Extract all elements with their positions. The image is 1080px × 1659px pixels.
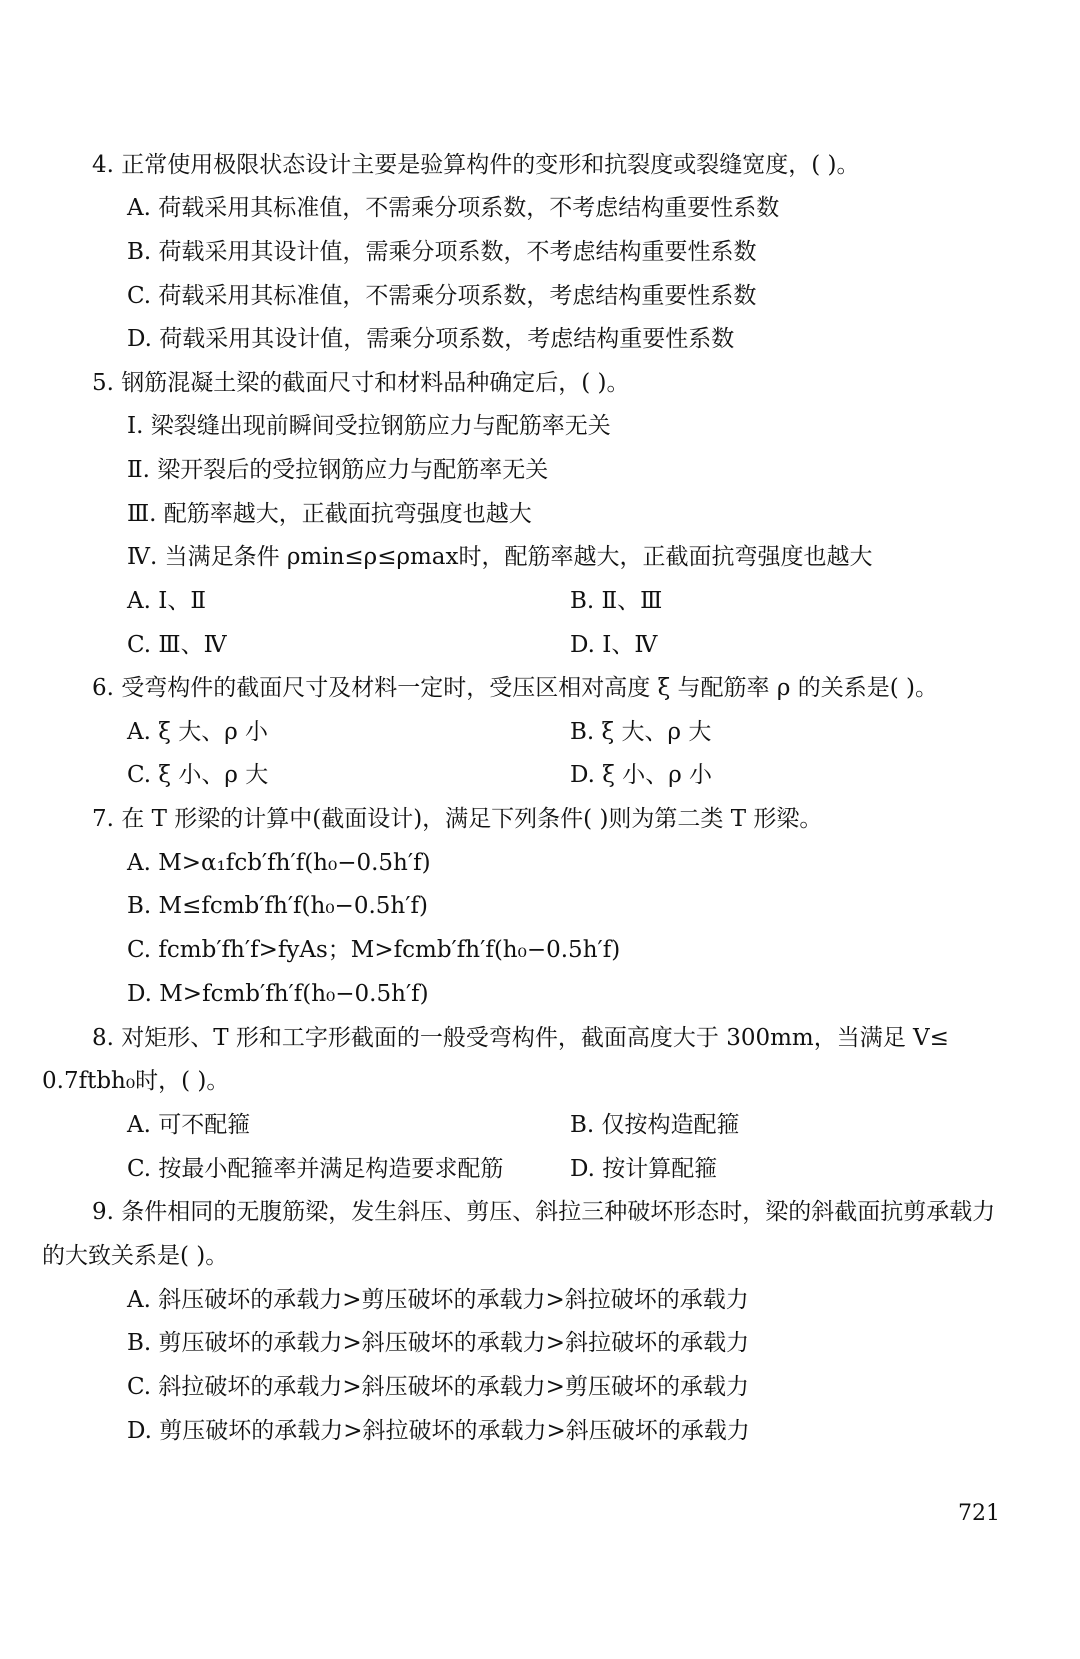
question-6-stem: 6. 受弯构件的截面尺寸及材料一定时，受压区相对高度 ξ 与配筋率 ρ 的关系是( )。 [92, 675, 938, 701]
page-number: 721 [958, 1501, 1000, 1526]
question-6-option-c: C. ξ 小、ρ 大 [127, 762, 269, 788]
question-8-option-b: B. 仅按构造配箍 [570, 1112, 740, 1138]
question-7-option-b: B. M≤fcmb′fh′f(h₀−0.5h′f) [127, 893, 428, 919]
question-5-stem: 5. 钢筋混凝土梁的截面尺寸和材料品种确定后，( )。 [92, 370, 630, 396]
question-6-option-d: D. ξ 小、ρ 小 [570, 762, 713, 788]
question-4-option-c: C. 荷载采用其标准值，不需乘分项系数，考虑结构重要性系数 [127, 283, 757, 309]
question-7-option-d: D. M>fcmb′fh′f(h₀−0.5h′f) [127, 981, 429, 1007]
question-9-option-a: A. 斜压破坏的承载力>剪压破坏的承载力>斜拉破坏的承载力 [127, 1287, 749, 1313]
question-9-stem: 9. 条件相同的无腹筋梁，发生斜压、剪压、斜拉三种破坏形态时，梁的斜截面抗剪承载力 [92, 1199, 996, 1225]
question-7-option-c: C. fcmb′fh′f>fyAs；M>fcmb′fh′f(h₀−0.5h′f) [127, 937, 621, 963]
question-7-option-a: A. M>α₁fcb′fh′f(h₀−0.5h′f) [127, 850, 431, 876]
question-5-option-b: B. Ⅱ、Ⅲ [570, 588, 663, 614]
question-9-option-c: C. 斜拉破坏的承载力>斜压破坏的承载力>剪压破坏的承载力 [127, 1374, 749, 1400]
question-8-option-d: D. 按计算配箍 [570, 1156, 718, 1182]
question-7-stem: 7. 在 T 形梁的计算中(截面设计)，满足下列条件( )则为第二类 T 形梁。 [92, 806, 823, 832]
question-5-option-c: C. Ⅲ、Ⅳ [127, 632, 227, 658]
question-5-statement-1: Ⅰ. 梁裂缝出现前瞬间受拉钢筋应力与配筋率无关 [127, 413, 611, 439]
question-4-stem: 4. 正常使用极限状态设计主要是验算构件的变形和抗裂度或裂缝宽度，( )。 [92, 152, 860, 178]
question-8-stem-continuation: 0.7ftbh₀时，( )。 [42, 1068, 230, 1094]
question-8-option-c: C. 按最小配箍率并满足构造要求配筋 [127, 1156, 504, 1182]
question-9-option-b: B. 剪压破坏的承载力>斜压破坏的承载力>斜拉破坏的承载力 [127, 1330, 750, 1356]
question-8-option-a: A. 可不配箍 [127, 1112, 251, 1138]
question-5-statement-3: Ⅲ. 配筋率越大，正截面抗弯强度也越大 [127, 501, 532, 527]
question-9-stem-continuation: 的大致关系是( )。 [42, 1243, 229, 1269]
question-5-statement-4: Ⅳ. 当满足条件 ρmin≤ρ≤ρmax时，配筋率越大，正截面抗弯强度也越大 [127, 544, 873, 570]
question-6-option-b: B. ξ 大、ρ 大 [570, 719, 712, 745]
question-4-option-d: D. 荷载采用其设计值，需乘分项系数，考虑结构重要性系数 [127, 326, 735, 352]
question-4-option-b: B. 荷载采用其设计值，需乘分项系数，不考虑结构重要性系数 [127, 239, 757, 265]
question-4-option-a: A. 荷载采用其标准值，不需乘分项系数，不考虑结构重要性系数 [127, 195, 780, 221]
question-6-option-a: A. ξ 大、ρ 小 [127, 719, 269, 745]
question-5-option-d: D. Ⅰ、Ⅳ [570, 632, 658, 658]
question-5-statement-2: Ⅱ. 梁开裂后的受拉钢筋应力与配筋率无关 [127, 457, 549, 483]
question-8-stem: 8. 对矩形、T 形和工字形截面的一般受弯构件，截面高度大于 300mm，当满足 V≤ [92, 1025, 949, 1051]
question-5-option-a: A. Ⅰ、Ⅱ [127, 588, 206, 614]
question-9-option-d: D. 剪压破坏的承载力>斜拉破坏的承载力>斜压破坏的承载力 [127, 1418, 750, 1444]
